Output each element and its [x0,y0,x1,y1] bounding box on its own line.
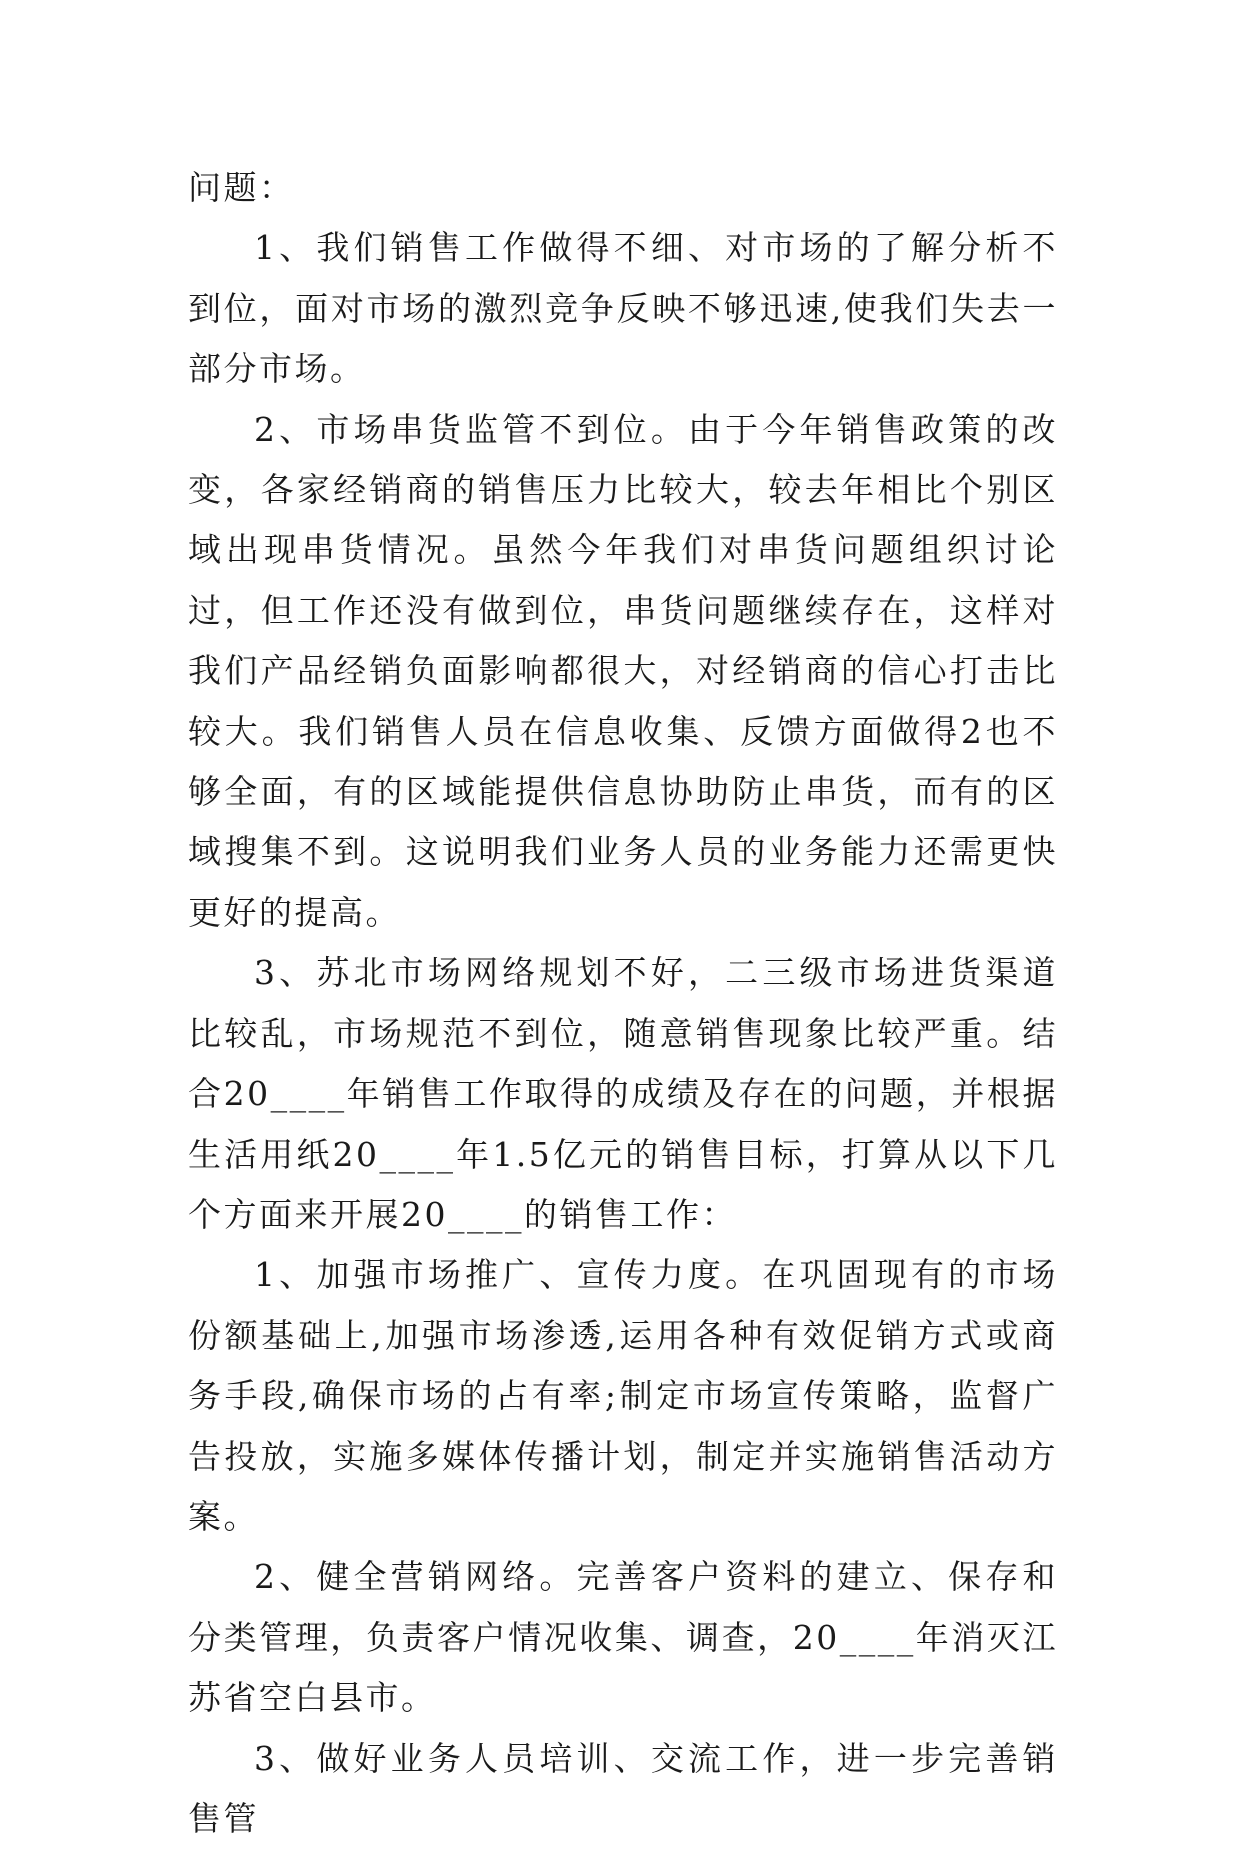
paragraph-plan-1: 1、加强市场推广、宣传力度。在巩固现有的市场份额基础上,加强市场渗透,运用各种有效促销方式或商务手段,确保市场的占有率;制定市场宣传策略，监督广告投放，实施多媒体传播计划，制定并实施销售活动方案。 [188,1255,1058,1536]
paragraph-plan-3: 3、做好业务人员培训、交流工作，进一步完善销售管 [188,1738,1058,1838]
paragraph-heading-problems: 问题： [188,168,295,207]
paragraph-problem-1: 1、我们销售工作做得不细、对市场的了解分析不到位，面对市场的激烈竞争反映不够迅速,使我们失去一部分市场。 [188,228,1058,389]
paragraph-problem-2: 2、市场串货监管不到位。由于今年销售政策的改变，各家经销商的销售压力比较大，较去年相比个别区域出现串货情况。虽然今年我们对串货问题组织讨论过，但工作还没有做到位，串货问题继续存在，这样对我们产品经销负面影响都很大，对经销商的信心打击比较大。我们销售人员在信息收集、反馈方面做得2也不够全面，有的区域能提供信息协助防止串货，而有的区域搜集不到。这说明我们业务人员的业务能力还需更快更好的提高。 [188,409,1058,932]
document-body [188,158,1058,1849]
paragraph-plan-2: 2、健全营销网络。完善客户资料的建立、保存和分类管理，负责客户情况收集、调查，20____年消灭江苏省空白县市。 [188,1557,1058,1718]
paragraph-problem-3: 3、苏北市场网络规划不好，二三级市场进货渠道比较乱，市场规范不到位，随意销售现象比较严重。结合20____年销售工作取得的成绩及存在的问题，并根据生活用纸20____年1.5亿元的销售目标，打算从以下几个方面来开展20____的销售工作： [188,953,1058,1234]
